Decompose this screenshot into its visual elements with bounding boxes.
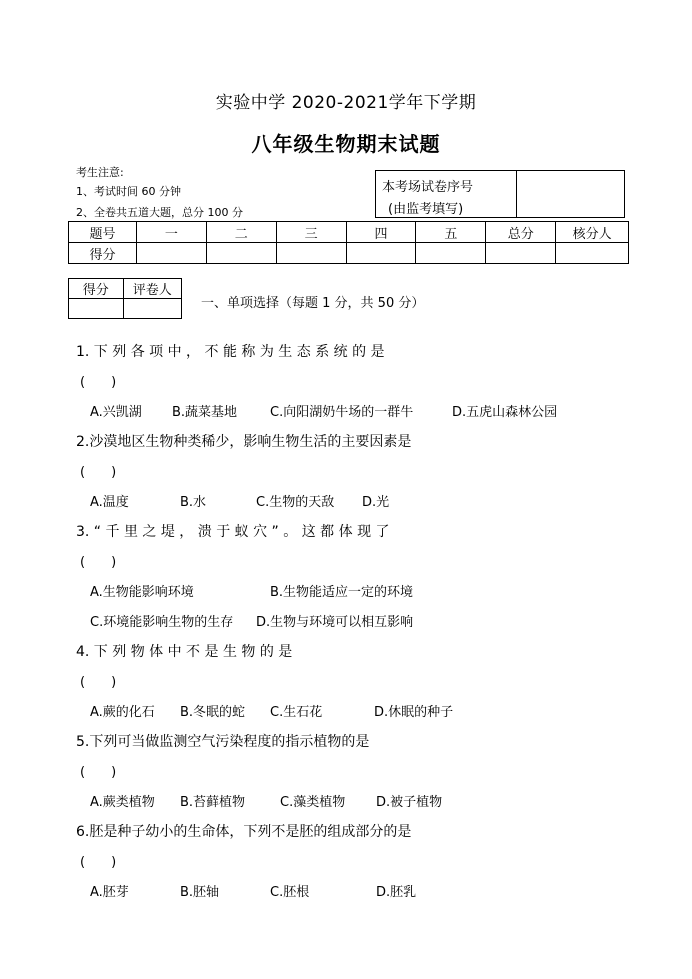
seat-number-box [375, 170, 625, 218]
score-input-cell[interactable] [346, 243, 416, 264]
score-input-cell[interactable] [556, 243, 629, 264]
score-header-cell: 五 [416, 222, 486, 243]
seat-box-note: (由监考填写) [388, 202, 464, 217]
option[interactable]: D.生物与环境可以相互影响 [256, 615, 414, 630]
option[interactable]: C.生物的天敌 [256, 495, 335, 510]
score-header-cell: 总分 [486, 222, 556, 243]
option[interactable]: B.冬眠的蛇 [180, 705, 246, 720]
question-5-stem: 5.下列可当做监测空气污染程度的指示植物的是 [76, 734, 370, 750]
score-input-cell[interactable] [276, 243, 346, 264]
option[interactable]: B.水 [180, 495, 207, 510]
score-input-cell[interactable] [486, 243, 556, 264]
option[interactable]: A.蕨类植物 [90, 795, 155, 810]
seat-box-divider [516, 171, 517, 217]
option[interactable]: A.兴凯湖 [90, 405, 142, 420]
notice-line-2: 2、全卷共五道大题，总分 100 分 [76, 206, 243, 219]
option[interactable]: A.胚芽 [90, 885, 129, 900]
option[interactable]: D.光 [362, 495, 390, 510]
score-table-header-row [69, 222, 629, 243]
option[interactable]: B.胚轴 [180, 885, 220, 900]
option[interactable]: C.向阳湖奶牛场的一群牛 [270, 405, 414, 420]
score-header-cell: 三 [276, 222, 346, 243]
question-1-stem: 1. 下 列 各 项 中 ， 不 能 称 为 生 态 系 统 的 是 [76, 344, 385, 360]
option[interactable]: D.胚乳 [376, 885, 417, 900]
seat-box-label: 本考场试卷序号 [382, 180, 474, 195]
score-header-cell: 核分人 [556, 222, 629, 243]
score-header-cell: 四 [346, 222, 416, 243]
question-2-answer-blank[interactable]: ( ) [80, 465, 117, 480]
option[interactable]: D.休眠的种子 [374, 705, 454, 720]
grader-table [68, 278, 182, 319]
option[interactable]: C.藻类植物 [280, 795, 346, 810]
score-header-cell: 一 [136, 222, 206, 243]
score-input-cell[interactable] [206, 243, 276, 264]
option[interactable]: C.胚根 [270, 885, 310, 900]
option[interactable]: D.五虎山森林公园 [452, 405, 558, 420]
option[interactable]: C.环境能影响生物的生存 [90, 615, 234, 630]
option[interactable]: A.蕨的化石 [90, 705, 155, 720]
option[interactable]: A.生物能影响环境 [90, 585, 194, 600]
score-table-score-row [69, 243, 629, 264]
question-3-answer-blank[interactable]: ( ) [80, 555, 117, 570]
score-input-cell[interactable] [416, 243, 486, 264]
school-title: 实验中学 2020-2021学年下学期 [215, 93, 477, 113]
grader-score-label: 得分 [69, 279, 124, 299]
score-header-cell: 题号 [69, 222, 137, 243]
grader-name-label: 评卷人 [123, 279, 181, 299]
option[interactable]: B.生物能适应一定的环境 [270, 585, 414, 600]
question-5-answer-blank[interactable]: ( ) [80, 765, 117, 780]
question-1-answer-blank[interactable]: ( ) [80, 375, 117, 390]
grader-score-cell[interactable] [69, 299, 124, 319]
question-6-stem: 6.胚是种子幼小的生命体，下列不是胚的组成部分的是 [76, 824, 412, 840]
option[interactable]: D.被子植物 [376, 795, 443, 810]
question-4-stem: 4. 下 列 物 体 中 不 是 生 物 的 是 [76, 644, 293, 660]
notice-heading: 考生注意: [76, 166, 124, 179]
score-input-cell[interactable] [136, 243, 206, 264]
score-row-label: 得分 [69, 243, 137, 264]
section-title: 一、单项选择（每题 1 分，共 50 分） [201, 296, 425, 311]
question-6-answer-blank[interactable]: ( ) [80, 855, 117, 870]
question-2-stem: 2.沙漠地区生物种类稀少，影响生物生活的主要因素是 [76, 434, 412, 450]
grader-name-cell[interactable] [123, 299, 181, 319]
option[interactable]: B.苔藓植物 [180, 795, 246, 810]
notice-line-1: 1、考试时间 60 分钟 [76, 185, 181, 198]
score-header-cell: 二 [206, 222, 276, 243]
option[interactable]: A.温度 [90, 495, 129, 510]
score-table [68, 221, 629, 264]
option[interactable]: C.生石花 [270, 705, 323, 720]
question-4-answer-blank[interactable]: ( ) [80, 675, 117, 690]
question-3-stem: 3. “ 千 里 之 堤 ， 溃 于 蚁 穴 ” 。 这 都 体 现 了 [76, 524, 390, 540]
option[interactable]: B.蔬菜基地 [172, 405, 238, 420]
exam-title: 八年级生物期末试题 [251, 132, 441, 156]
